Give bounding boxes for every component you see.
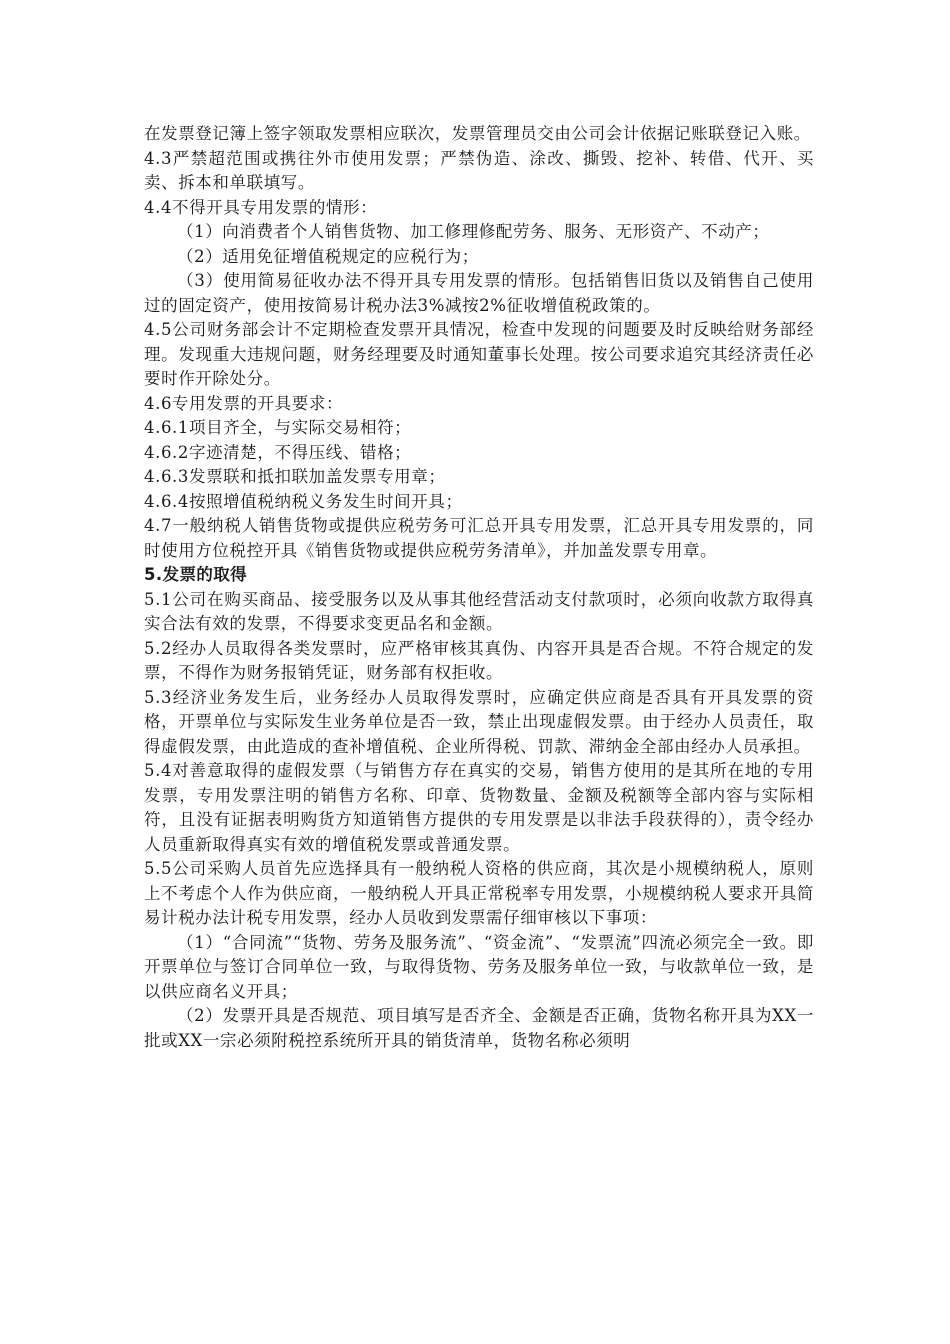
paragraph: （1）“合同流”“货物、劳务及服务流”、“资金流”、“发票流”四流必须完全一致。即开票单位与签订合同单位一致，与取得货物、劳务及服务单位一致，与收款单位一致，是以供应商名义开具； <box>144 932 814 1001</box>
paragraph: 4.6.1项目齐全，与实际交易相符； <box>144 418 412 437</box>
paragraph: （2）适用免征增值税规定的应税行为； <box>177 246 479 266</box>
paragraph: （3）使用简易征收办法不得开具专用发票的情形。包括销售旧货以及销售自己使用过的固定资产，使用按简易计税办法3%减按2%征收增值税政策的。 <box>144 271 814 315</box>
paragraph: 4.3严禁超范围或携往外市使用发票；严禁伪造、涂改、撕毁、挖补、转借、代开、买卖、拆本和单联填写。 <box>144 148 814 192</box>
paragraph: 5.2经办人员取得各类发票时，应严格审核其真伪、内容开具是否合规。不符合规定的发票，不得作为财务报销凭证，财务部有权拒收。 <box>144 638 814 682</box>
document-page <box>144 122 814 1053</box>
paragraph: 4.4不得开具专用发票的情形： <box>144 197 378 217</box>
paragraph: 在发票登记簿上签字领取发票相应联次，发票管理员交由公司会计依据记账联登记入账。 <box>144 124 811 143</box>
paragraph: 4.6.4按照增值税纳税义务发生时间开具； <box>144 491 463 511</box>
paragraph: 5.3经济业务发生后，业务经办人员取得发票时，应确定供应商是否具有开具发票的资格，开票单位与实际发生业务单位是否一致，禁止出现虚假发票。由于经办人员责任，取得虚假发票，由此造成的查补增值税、企业所得税、罚款、滞纳金全部由经办人员承担。 <box>144 687 814 756</box>
paragraph: 4.6专用发票的开具要求： <box>144 393 344 413</box>
paragraph: 5.1公司在购买商品、接受服务以及从事其他经营活动支付款项时，必须向收款方取得真实合法有效的发票，不得要求变更品名和金额。 <box>144 589 814 633</box>
paragraph: 4.7一般纳税人销售货物或提供应税劳务可汇总开具专用发票，汇总开具专用发票的，同时使用方位税控开具《销售货物或提供应税劳务清单》，并加盖发票专用章。 <box>144 516 814 560</box>
paragraph: 4.6.3发票联和抵扣联加盖发票专用章； <box>144 467 446 486</box>
paragraph: （1）向消费者个人销售货物、加工修理修配劳务、服务、无形资产、不动产； <box>177 222 770 241</box>
section-heading: 5.发票的取得 <box>144 565 248 584</box>
paragraph: 4.5公司财务部会计不定期检查发票开具情况，检查中发现的问题要及时反映给财务部经理。发现重大违规问题，财务经理要及时通知董事长处理。按公司要求追究其经济责任必要时作开除处分。 <box>144 320 814 388</box>
paragraph: 5.4对善意取得的虚假发票（与销售方存在真实的交易，销售方使用的是其所在地的专用发票，专用发票注明的销售方名称、印章、货物数量、金额及税额等全部内容与实际相符，且没有证据表明购货方知道销售方提供的专用发票是以非法手段获得的），责令经办人员重新取得真实有效的增值税发票或普通发票。 <box>144 761 814 854</box>
paragraph: 5.5公司采购人员首先应选择具有一般纳税人资格的供应商，其次是小规模纳税人，原则上不考虑个人作为供应商，一般纳税人开具正常税率专用发票，小规模纳税人要求开具简易计税办法计税专用发票，经办人员收到发票需仔细审核以下事项： <box>144 859 814 927</box>
paragraph: 4.6.2字迹清楚，不得压线、错格； <box>144 442 412 462</box>
paragraph: （2）发票开具是否规范、项目填写是否齐全、金额是否正确，货物名称开具为XX一批或XX一宗必须附税控系统所开具的销货清单，货物名称必须明 <box>144 1006 814 1050</box>
